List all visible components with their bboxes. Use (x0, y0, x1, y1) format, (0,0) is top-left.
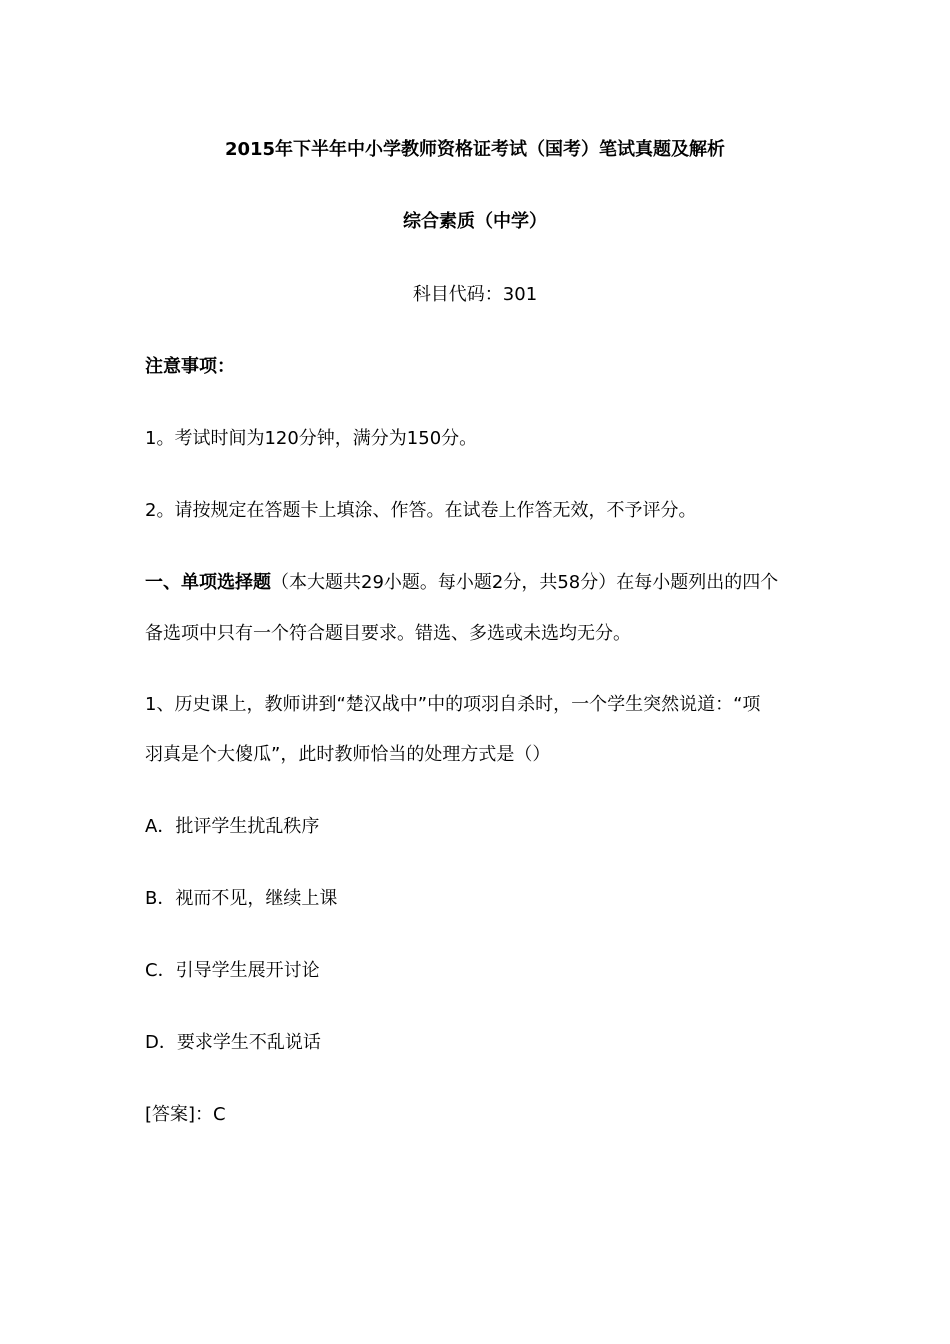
section-intro (145, 571, 810, 595)
rule-item: 1。考试时间为120分钟，满分为150分。 (145, 428, 478, 449)
document-subtitle: 综合素质（中学） (403, 211, 547, 232)
option-c: C．引导学生展开讨论 (145, 960, 320, 981)
rule-item: 2。请按规定在答题卡上填涂、作答。在试卷上作答无效，不予评分。 (145, 500, 697, 521)
option-d: D．要求学生不乱说话 (145, 1032, 321, 1053)
option-a: A．批评学生扰乱秩序 (145, 816, 320, 837)
subject-code: 科目代码：301 (412, 284, 538, 305)
answer-text: [答案]：C (145, 1104, 226, 1125)
document-title: 2015年下半年中小学教师资格证考试（国考）笔试真题及解析 (224, 139, 726, 160)
option-b: B．视而不见，继续上课 (145, 888, 338, 909)
section-instructions-continued: 备选项中只有一个符合题目要求。错选、多选或未选均无分。 (145, 623, 631, 644)
question-stem: 1、历史课上，教师讲到“楚汉战中”中的项羽自杀时，一个学生突然说道：“项 (145, 694, 761, 715)
question-stem-continued: 羽真是个大傻瓜”，此时教师恰当的处理方式是（） (145, 744, 551, 765)
notice-heading: 注意事项： (145, 356, 235, 377)
section-heading: 一、单项选择题 (145, 572, 271, 593)
section-instructions: （本大题共29小题。每小题2分，共58分）在每小题列出的四个 (271, 572, 779, 593)
